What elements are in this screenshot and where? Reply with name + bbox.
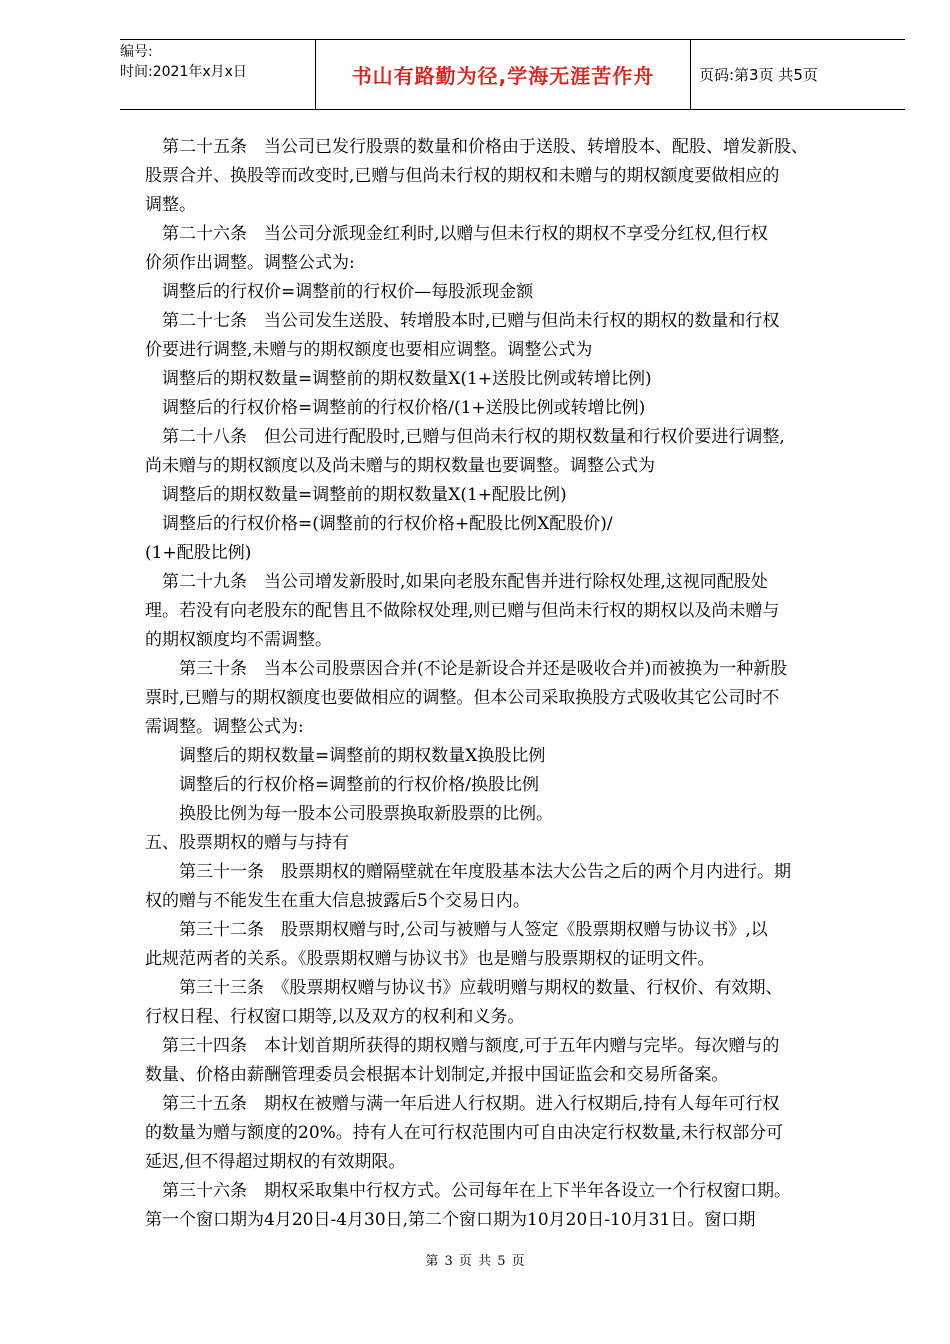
body-line: 第三十二条 股票期权赠与时,公司与被赠与人签定《股票期权赠与协议书》,以 bbox=[145, 920, 768, 940]
body-line: 第二十九条 当公司增发新股时,如果向老股东配售并进行除权处理,这视同配股处 bbox=[145, 572, 768, 592]
body-line: 调整后的行权价格=调整前的行权价格/换股比例 bbox=[145, 775, 539, 795]
section-heading: 五、股票期权的赠与与持有 bbox=[145, 833, 349, 853]
body-line: 票时,已赠与的期权额度也要做相应的调整。但本公司采取换股方式吸收其它公司时不 bbox=[145, 688, 780, 708]
footer-text: 第 bbox=[425, 1254, 439, 1269]
header-motto: 书山有路勤为径,学海无涯苦作舟 bbox=[316, 40, 691, 109]
body-line: 第三十三条 《股票期权赠与协议书》应载明赠与期权的数量、行权价、有效期、 bbox=[145, 978, 783, 998]
body-line: 延迟,但不得超过期权的有效期限。 bbox=[145, 1152, 406, 1172]
body-line: 换股比例为每一股本公司股票换取新股票的比例。 bbox=[145, 804, 553, 824]
body-line: 权的赠与不能发生在重大信息披露后5个交易日内。 bbox=[145, 891, 530, 911]
footer-text: 页 bbox=[511, 1254, 525, 1269]
header-page-label: 页码:第3页 共5页 bbox=[699, 66, 818, 84]
body-line: 调整后的行权价=调整前的行权价—每股派现金额 bbox=[145, 282, 534, 302]
body-line: 尚未赠与的期权额度以及尚未赠与的期权数量也要调整。调整公式为 bbox=[145, 456, 655, 476]
document-time-label: 时间:2021年x月x日 bbox=[120, 64, 247, 80]
body-line: 第三十条 当本公司股票因合并(不论是新设合并还是吸收合并)而被换为一种新股 bbox=[145, 659, 788, 679]
body-line: 第三十一条 股票期权的赠隔壁就在年度股基本法大公告之后的两个月内进行。期 bbox=[145, 862, 791, 882]
body-line: 第三十四条 本计划首期所获得的期权赠与额度,可于五年内赠与完毕。每次赠与的 bbox=[145, 1036, 780, 1056]
body-line: (1+配股比例) bbox=[145, 543, 252, 563]
body-line: 第二十八条 但公司进行配股时,已赠与但尚未行权的期权数量和行权价要进行调整, bbox=[145, 427, 785, 447]
body-line: 行权日程、行权窗口期等,以及双方的权利和义务。 bbox=[145, 1007, 525, 1027]
body-line: 第三十六条 期权采取集中行权方式。公司每年在上下半年各设立一个行权窗口期。 bbox=[145, 1181, 791, 1201]
body-line: 调整后的期权数量=调整前的期权数量X换股比例 bbox=[145, 746, 546, 766]
body-line: 调整后的行权价格=调整前的行权价格/(1+送股比例或转增比例) bbox=[145, 398, 646, 418]
body-line: 的期权额度均不需调整。 bbox=[145, 630, 332, 650]
body-line: 调整后的期权数量=调整前的期权数量X(1+送股比例或转增比例) bbox=[145, 369, 652, 389]
footer-text: 页 bbox=[458, 1254, 472, 1269]
body-line: 需调整。调整公式为: bbox=[145, 717, 304, 737]
document-number-label: 编号: bbox=[120, 44, 153, 60]
body-line: 此规范两者的关系。《股票期权赠与协议书》也是赠与股票期权的证明文件。 bbox=[145, 949, 715, 969]
body-line: 股票合并、换股等而改变时,已赠与但尚未行权的期权和未赠与的期权额度要做相应的 bbox=[145, 166, 780, 186]
body-line: 调整后的期权数量=调整前的期权数量X(1+配股比例) bbox=[145, 485, 567, 505]
body-line: 第三十五条 期权在被赠与满一年后进人行权期。进入行权期后,持有人每年可行权 bbox=[145, 1094, 780, 1114]
body-line: 价须作出调整。调整公式为: bbox=[145, 253, 355, 273]
header-meta bbox=[120, 40, 316, 109]
body-line: 第二十五条 当公司已发行股票的数量和价格由于送股、转增股本、配股、增发新股、 bbox=[145, 137, 808, 157]
footer-total-pages: 5 bbox=[497, 1254, 506, 1269]
page-footer bbox=[0, 1250, 950, 1269]
body-line: 调整后的行权价格=(调整前的行权价格+配股比例X配股价)/ bbox=[145, 514, 613, 534]
body-line: 调整。 bbox=[145, 195, 196, 215]
body-line: 第二十七条 当公司发生送股、转增股本时,已赠与但尚未行权的期权的数量和行权 bbox=[145, 311, 780, 331]
body-line: 的数量为赠与额度的20%。持有人在可行权范围内可自由决定行权数量,未行权部分可 bbox=[145, 1123, 784, 1143]
body-line: 数量、价格由薪酬管理委员会根据本计划制定,并报中国证监会和交易所备案。 bbox=[145, 1065, 729, 1085]
footer-page-number: 3 bbox=[444, 1254, 453, 1269]
footer-text: 共 bbox=[478, 1254, 492, 1269]
page-header bbox=[120, 39, 905, 110]
body-line: 理。若没有向老股东的配售且不做除权处理,则已赠与但尚未行权的期权以及尚未赠与 bbox=[145, 601, 780, 621]
body-line: 第一个窗口期为4月20日-4月30日,第二个窗口期为10月20日-10月31日。窗口期 bbox=[145, 1210, 756, 1230]
body-line: 第二十六条 当公司分派现金红利时,以赠与但未行权的期权不享受分红权,但行权 bbox=[145, 224, 768, 244]
body-line: 价要进行调整,未赠与的期权额度也要相应调整。调整公式为 bbox=[145, 340, 593, 360]
